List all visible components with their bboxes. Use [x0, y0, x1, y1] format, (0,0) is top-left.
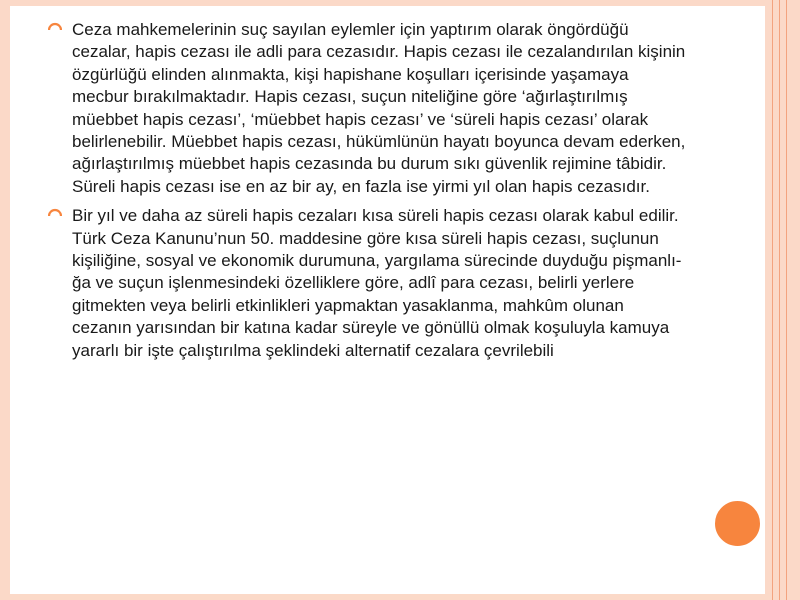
decorative-vertical-rule: [786, 0, 787, 600]
orange-arc-bullet-icon: [48, 22, 62, 32]
orange-accent-circle: [713, 499, 762, 548]
bullet-item: [48, 205, 688, 362]
decorative-vertical-rule: [779, 0, 780, 600]
bullet-text: Bir yıl ve daha az süreli hapis cezaları kısa süreli hapis cezası olarak kabul edilir. Türk Ceza Kanunu’nun 50. maddesine göre kısa süreli hapis cezası, suçlunun kişiliğine, sosyal ve ekonomik durumuna, yargılama sürecinde duyduğu pişmanlı-ğa ve suçun işlenmesindeki özelliklere göre, adlî para cezası, belirli yerlere gitmekten veya belirli etkinlikleri yapmaktan yasaklanma, mahkûm olunan cezanın yarısından bir katına kadar süreyle ve gönüllü olmak koşuluyla kamuya yararlı bir işte çalıştırılma şeklindeki alternatif cezalara çevrilebili: [72, 206, 682, 360]
decorative-vertical-rule: [772, 0, 773, 600]
bullet-item: [48, 19, 688, 198]
slide-bullet-list: [48, 19, 688, 369]
bullet-text: Ceza mahkemelerinin suç sayılan eylemler için yaptırım olarak öngördüğü cezalar, hapis cezası ile adli para cezasıdır. Hapis cezası ile cezalandırılan kişinin özgürlüğü elinden alınmakta, kişi hapishane koşulları içerisinde yaşamaya mecbur bırakılmaktadır. Hapis cezası, suçun niteliğine göre ‘ağırlaştırılmış müebbet hapis cezası’, ‘müebbet hapis cezası’ ve ‘süreli hapis cezası’ olarak belirlenebilir. Müebbet hapis cezası, hükümlünün hayatı boyunca devam ederken, ağırlaştırılmış müebbet hapis cezasında bu durum sıkı güvenlik rejimine tâbidir. Süreli hapis cezası ise en az bir ay, en fazla ise yirmi yıl olan hapis cezasıdır.: [72, 20, 686, 196]
orange-arc-bullet-icon: [48, 208, 62, 218]
